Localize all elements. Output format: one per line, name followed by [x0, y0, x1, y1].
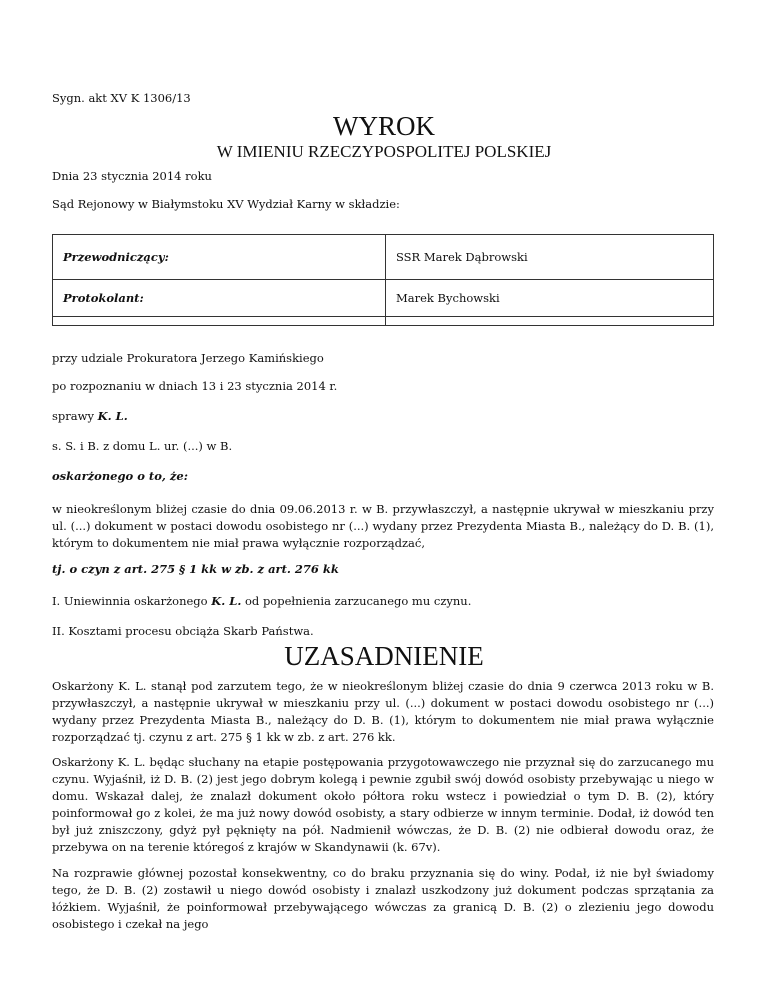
- prosecutor-line: przy udziale Prokuratora Jerzego Kamińskiego: [52, 351, 324, 365]
- verdict-item-1-name: K. L.: [211, 594, 242, 608]
- justification-paragraph-3: Na rozprawie głównej pozostał konsekwentny, co do braku przyznania się do winy. Podał, iż nie był świadomy tego, że D. B. (2) zostawił u niego dowód osobisty i znalazł uszkodzony już dokument podczas sprzątania za łóżkiem. Wyjaśnił, że poinformował przebywającego wówczas za granicą D. B. (2) o zlezieniu jego dowodu osobistego i czekał na jego: [52, 866, 714, 931]
- table-row: [53, 235, 714, 280]
- charge-text: w nieokreślonym bliżej czasie do dnia 09.06.2013 r. w B. przywłaszczył, a następnie ukrywał w mieszkaniu przy ul. (...) dokument w postaci dowodu osobistego nr (...) wydany przez Prezydenta Miasta B., należący do D. B. (1), którym to dokumentem nie miał prawa wyłącznie rozporządzać,: [52, 502, 714, 550]
- panel-name-cell: SSR Marek Dąbrowski: [386, 235, 714, 280]
- justification-paragraph-2: Oskarżony K. L. będąc słuchany na etapie postępowania przygotowawczego nie przyznał się do zarzucanego mu czynu. Wyjaśnił, iż D. B. (2) jest jego dobrym kolegą i pewnie zgubił swój dowód osobisty przebywając u niego w domu. Wskazał dalej, że znalazł dokument około półtora roku wstecz i powiedział o tym D. B. (2), który poinformował go z kolei, że ma już nowy dowód osobisty, a stary odbierze w innym terminie. Dodał, iż dowód ten był już zniszczony, gdyż pył pęknięty na pół. Nadmienił wówczas, że D. B. (2) nie odbierał dowodu oraz, że przebywa on na terenie któregoś z krajów w Skandynawii (k. 67v).: [52, 755, 714, 854]
- case-prefix: sprawy: [52, 409, 98, 423]
- panel-name-cell: Marek Bychowski: [386, 280, 714, 317]
- charge-heading: oskarżonego o to, że:: [52, 469, 188, 483]
- justification-title: UZASADNIENIE: [284, 641, 484, 671]
- verdict-item-1-prefix: I. Uniewinnia oskarżonego: [52, 594, 212, 608]
- hearing-line: po rozpoznaniu w dniach 13 i 23 stycznia 2014 r.: [52, 379, 338, 393]
- panel-name-cell: [386, 317, 714, 326]
- defendant-name: K. L.: [97, 409, 128, 423]
- court-line: Sąd Rejonowy w Białymstoku XV Wydział Karny w składzie:: [52, 197, 400, 211]
- verdict-item-1: [52, 593, 714, 610]
- verdict-item-2: II. Kosztami procesu obciąża Skarb Państwa.: [52, 624, 314, 638]
- document-title: WYROK: [333, 111, 435, 141]
- panel-role-cell: [53, 317, 386, 326]
- case-line: [52, 408, 714, 425]
- legal-basis: tj. o czyn z art. 275 § 1 kk w zb. z art. 276 kk: [52, 562, 339, 576]
- verdict-item-1-suffix: od popełnienia zarzucanego mu czynu.: [241, 594, 472, 608]
- defendant-details: s. S. i B. z domu L. ur. (...) w B.: [52, 439, 233, 453]
- justification-paragraph-1: Oskarżony K. L. stanął pod zarzutem tego, że w nieokreślonym bliżej czasie do dnia 9 czerwca 2013 roku w B. przywłaszczył, a następnie ukrywał w mieszkaniu przy ul. (...) dokument w postaci dowodu osobistego nr (...) wydany przez Prezydenta Miasta B., należący do D. B. (1), którym to dokumentem nie miał prawa wyłącznie rozporządzać tj. czynu z art. 275 § 1 kk w zb. z art. 276 kk.: [52, 679, 714, 744]
- case-number: Sygn. akt XV K 1306/13: [52, 91, 191, 105]
- panel-role-cell: Przewodniczący:: [53, 235, 386, 280]
- table-row: [53, 280, 714, 317]
- court-panel-table: [52, 234, 714, 326]
- table-row: [53, 317, 714, 326]
- date-line: Dnia 23 stycznia 2014 roku: [52, 169, 212, 183]
- document-subtitle: W IMIENIU RZECZYPOSPOLITEJ POLSKIEJ: [216, 142, 552, 161]
- panel-role-cell: Protokolant:: [53, 280, 386, 317]
